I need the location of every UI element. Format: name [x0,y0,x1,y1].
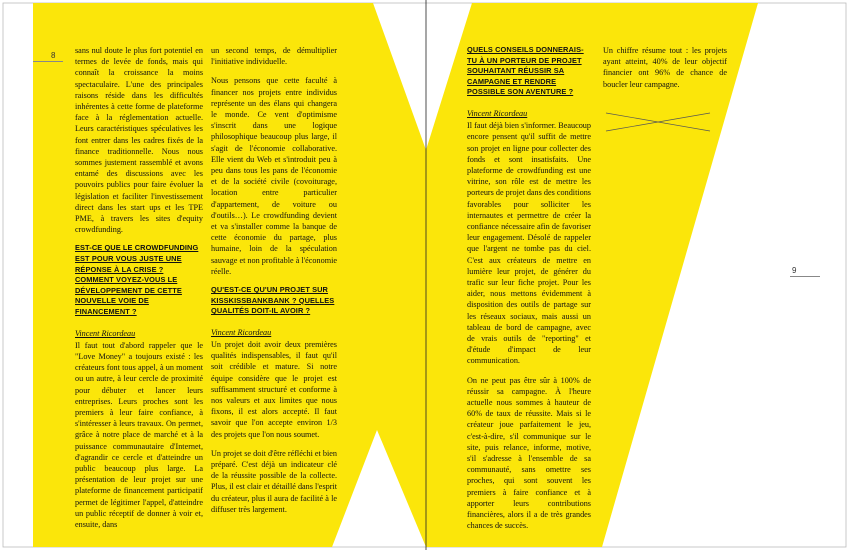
author-name: Vincent Ricordeau [75,328,136,338]
left-column-1 [75,45,203,538]
left-column-2 [211,45,337,523]
paragraph: On ne peut pas être sûr à 100% de réussir sa campagne. À l'heure actuelle nous sommes à hauteur de 60% de taux de réussite. Mais si le créateur joue parfaitement le jeu, c'est-à-dire, s'il communique sur le site, puis relance, informe, motive, s'il s'adresse à l'ensemble de sa communauté, sans omettre ses proches, qui sont souvent les premiers à faire confiance et à apporter leurs contributions financières, alors il a de très grandes chances de succès. [467,375,591,531]
paragraph: Un projet se doit d'être réfléchi et bien préparé. C'est déjà un indicateur clé de la réussite possible de la collecte. Plus, il est clair et détaillé dans l'esprit du créateur, plus il aura de facilité à le diffuser très largement. [211,448,337,514]
paragraph: Il faut déjà bien s'informer. Beaucoup encore pensent qu'il suffit de mettre son projet en ligne pour collecter des fonds et sont insatisfaits. Une plateforme de crowdfunding est une vitrine, son rôle est de mettre les porteurs de projet dans des conditions favorables pour solliciter les internautes et permettre de créer la confiance nécessaire afin de favoriser leur engagement. Désolé de rappeler que l'argent ne tombe pas du ciel. C'est aux créateurs de mettre en lumière leur projet, de générer du trafic sur leur fiche projet. Pour les aider, nous mettons évidemment à disposition des outils de partage sur les réseaux sociaux, mais aussi un tableau de bord de campagne, avec de vrais outils de "reporting" et d'étude d'impact de leur communication. [467,121,591,366]
page-number-right: 9 [792,266,797,275]
page-number-rule [33,61,63,62]
page-number-rule [790,276,820,277]
right-column-2 [603,45,727,98]
paragraph: Un projet doit avoir deux premières qualités indispensables, il faut qu'il soit crédible et mature. Si notre équipe considère que le projet est suffisamment structuré et conforme à nos valeurs et aux limites que nous fixons, il est alors accepté. Il faut savoir que l'on accepte environ 1/3 des projets que l'on nous soumet. [211,340,337,439]
interview-question: QU'EST-CE QU'UN PROJET SUR KISSKISSBANKBANK ? QUELLES QUALITÉS DOIT-IL AVOIR ? [211,285,335,316]
right-column-1 [467,45,591,539]
page-number-left: 8 [51,51,56,60]
author-name: Vincent Ricordeau [211,327,272,337]
paragraph: Un chiffre résume tout : les projets ayant atteint, 40% de leur objectif financier ont 96% de chance de boucler leur campagne. [603,46,727,89]
paragraph: Il faut tout d'abord rappeler que le "Love Money" a toujours existé : les créateurs font tous appel, à un moment ou un autre, à leur cercle de proximité pour débuter et lancer leurs entreprises. Leurs proches sont les premiers à leur faire confiance, à s'intéresser à leurs travaux. On permet, grâce à notre place de marché et à la puissance communautaire d'Internet, d'agrandir ce cercle et d'atteindre un public beaucoup plus large. La présentation de leur projet sur une plateforme de financement participatif permet de légitimer l'appel, d'atteindre un public réceptif de donner à voir et, ensuite, dans [75,340,203,530]
interview-question: EST-CE QUE LE CROWDFUNDING EST POUR VOUS JUSTE UNE RÉPONSE À LA CRISE ? COMMENT VOYEZ-VOUS LE DÉVELOPPEMENT DE CETTE NOUVELLE VOIE DE FINANCEMENT ? [75,243,199,317]
paragraph: Nous pensons que cette faculté à financer nos projets entre individus représente un des élans qui changera le monde. Ce vent d'optimisme s'inscrit dans une logique philosophique beaucoup plus large, il s'agit de l'économie collaborative. Elle vient du Web et s'introduit peu à peu dans tous les pans de l'économie et de la société civile (covoiturage, location entre particulier d'appartement, de voiture ou d'outils…). Le crowdfunding devient et va s'installer comme la banque de cette économie du partage, plus humaine, loin de la spéculation sauvage et non profitable à l'économie réelle. [211,76,337,276]
paragraph: sans nul doute le plus fort potentiel en termes de levée de fonds, mais qui connaît la croissance la moins spectaculaire. L'une des principales raisons réside dans les difficultés inhérentes à cette forme de plateforme face à la réglementation actuelle. Leurs caractéristiques spéculatives les font entrer dans les cadres fixés de la finance traditionnelle. Nous nous sommes justement rassemblé et avons entamé des discussions avec les pouvoirs publics pour faire évoluer la législation et faciliter l'investissement direct dans les start ups et les TPE PME, à travers les sites d'equity crowdfunding. [75,46,203,235]
paragraph: un second temps, de démultiplier l'initiative individuelle. [211,46,337,67]
interview-question: QUELS CONSEILS DONNERAIS-TU À UN PORTEUR DE PROJET SOUHAITANT RÉUSSIR SA CAMPAGNE ET RENDRE POSSIBLE SON AVENTURE ? [467,45,584,97]
author-name: Vincent Ricordeau [467,108,528,118]
